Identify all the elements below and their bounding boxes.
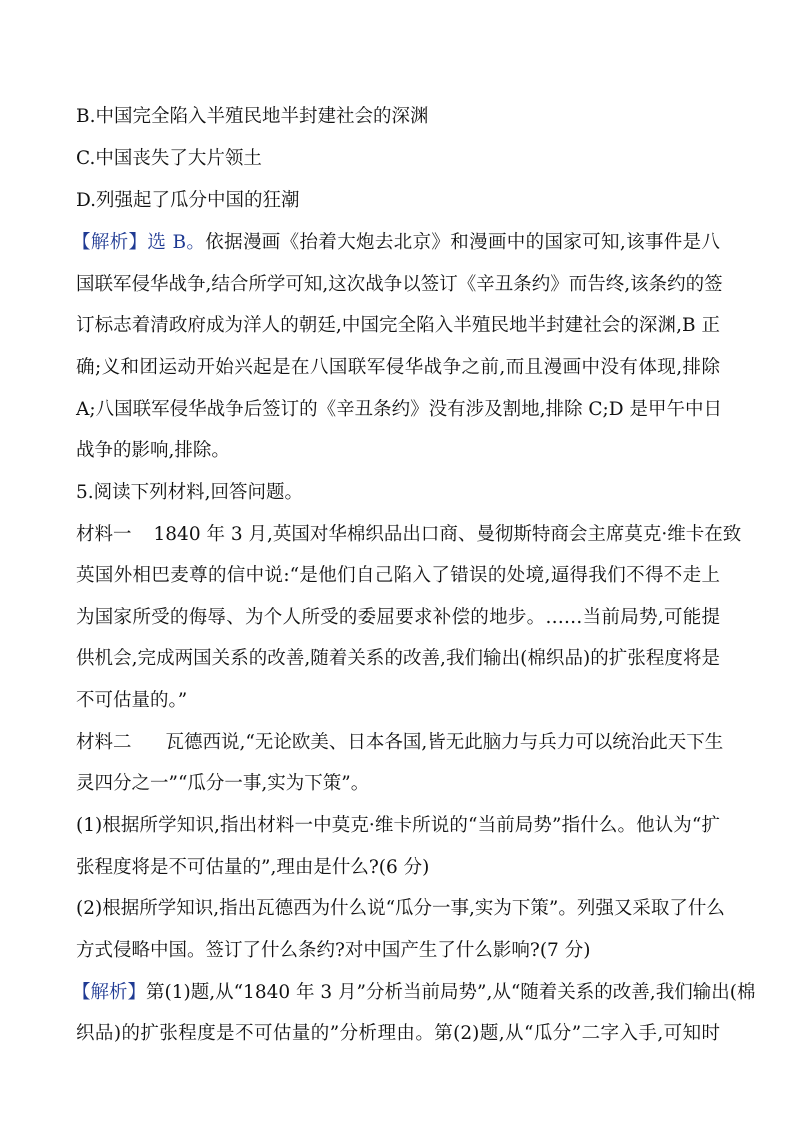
option-d: D.列强起了瓜分中国的狂潮 xyxy=(76,190,300,211)
q1-line-2: 张程度将是不可估量的”,理由是什么?(6 分) xyxy=(76,857,430,878)
material1-line-1 xyxy=(76,522,742,548)
q2-line-2: 方式侵略中国。签订了什么条约?对中国产生了什么影响?(7 分) xyxy=(76,940,591,961)
material1-text-1: 1840 年 3 月,英国对华棉织品出口商、曼彻斯特商会主席莫克·维卡在致 xyxy=(153,524,742,545)
option-b: B.中国完全陷入半殖民地半封建社会的深渊 xyxy=(76,106,429,127)
analysis1-line-1 xyxy=(72,230,720,256)
material2-line-1 xyxy=(76,730,724,756)
analysis1-line-2: 国联军侵华战争,结合所学可知,这次战争以签订《辛丑条约》而告终,该条约的签 xyxy=(76,274,723,295)
analysis2-tag: 【解析】 xyxy=(72,982,147,1003)
analysis2-line-2: 织品)的扩张程度是不可估量的”分析理由。第(2)题,从“瓜分”二字入手,可知时 xyxy=(76,1023,720,1044)
analysis2-text-1: 第(1)题,从“1840 年 3 月”分析当前局势”,从“随着关系的改善,我们输出(棉 xyxy=(146,982,756,1003)
analysis1-line-5: A;八国联军侵华战争后签订的《辛丑条约》没有涉及割地,排除 C;D 是甲午中日 xyxy=(76,399,722,420)
analysis1-line-6: 战争的影响,排除。 xyxy=(76,440,230,461)
material2-text-1: 瓦德西说,“无论欧美、日本各国,皆无此脑力与兵力可以统治此天下生 xyxy=(165,732,724,753)
q2-line-1: (2)根据所学知识,指出瓦德西为什么说“瓜分一事,实为下策”。列强又采取了什么 xyxy=(76,898,725,919)
material1-line-5: 不可估量的。” xyxy=(76,690,188,711)
analysis1-text-1: 依据漫画《抬着大炮去北京》和漫画中的国家可知,该事件是八 xyxy=(205,232,720,253)
analysis-choice: 选 B。 xyxy=(147,232,206,253)
analysis2-line-1 xyxy=(72,980,756,1006)
material2-line-2: 灵四分之一”“瓜分一事,实为下策”。 xyxy=(76,773,370,794)
analysis-tag: 【解析】 xyxy=(72,232,148,253)
material1-label: 材料一 xyxy=(76,524,132,545)
analysis1-line-3: 订标志着清政府成为洋人的朝廷,中国完全陷入半殖民地半封建社会的深渊,B 正 xyxy=(76,315,720,336)
material2-label: 材料二 xyxy=(76,732,132,753)
q1-line-1: (1)根据所学知识,指出材料一中莫克·维卡所说的“当前局势”指什么。他认为“扩 xyxy=(76,815,720,836)
material1-line-2: 英国外相巴麦尊的信中说:“是他们自己陷入了错误的处境,逼得我们不得不走上 xyxy=(76,565,720,586)
analysis1-line-4: 确;义和团运动开始兴起是在八国联军侵华战争之前,而且漫画中没有体现,排除 xyxy=(76,357,720,378)
option-c: C.中国丧失了大片领土 xyxy=(76,148,262,169)
question-stem: 5.阅读下列材料,回答问题。 xyxy=(76,482,304,503)
material1-line-4: 供机会,完成两国关系的改善,随着关系的改善,我们输出(棉织品)的扩张程度将是 xyxy=(76,648,720,669)
material1-line-3: 为国家所受的侮辱、为个人所受的委屈要求补偿的地步。……当前局势,可能提 xyxy=(76,607,720,628)
